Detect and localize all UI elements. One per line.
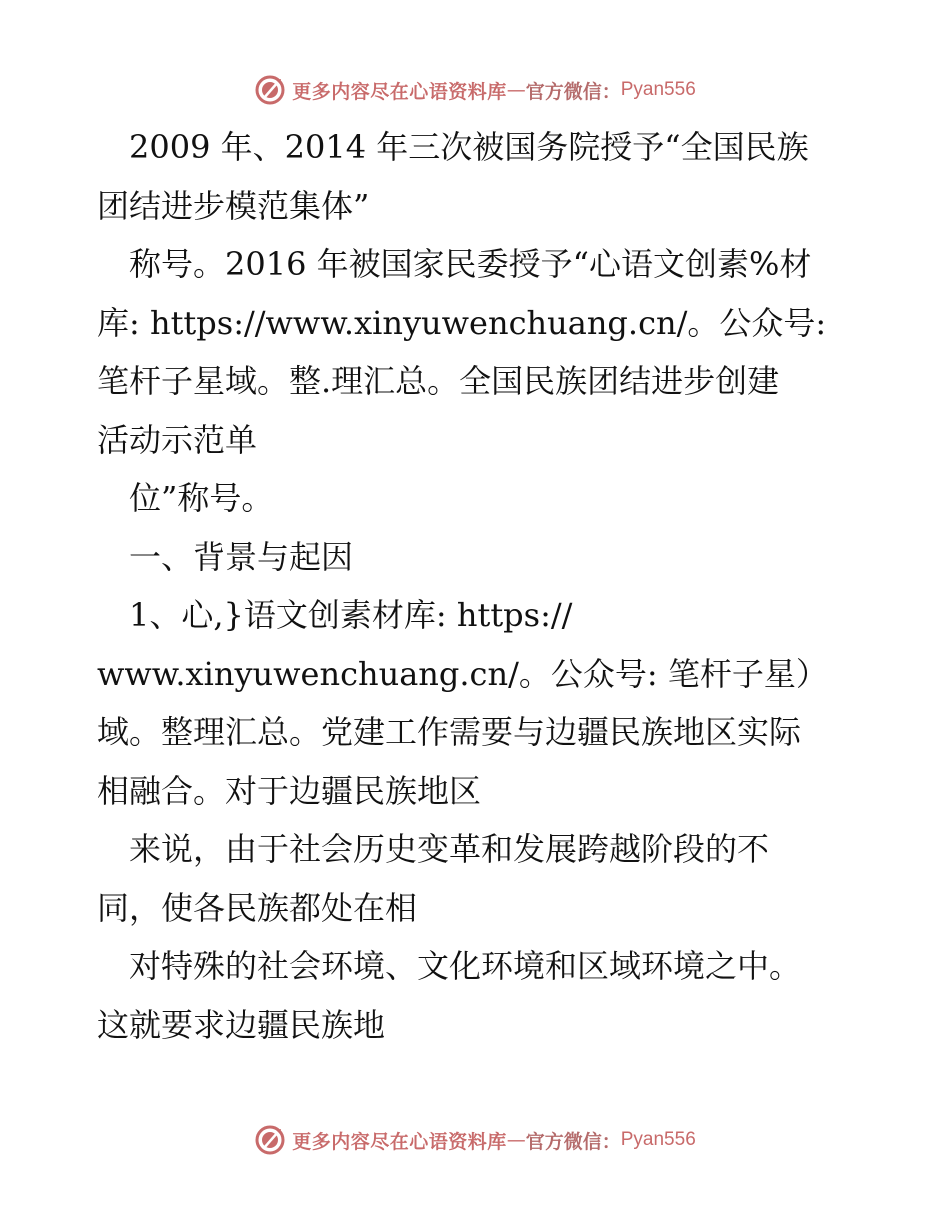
footer-separator: — — [506, 1129, 526, 1151]
header-separator: — — [506, 79, 526, 101]
section-heading: 一、背景与起因 — [97, 537, 354, 576]
document-body — [97, 118, 857, 1054]
footer-banner — [0, 1120, 950, 1160]
body-line: 库: https://www.xinyuwenchuang.cn/。公众号: — [97, 303, 827, 342]
header-wechat-label: 官方微信： — [525, 80, 621, 103]
footer-wechat-label: 官方微信： — [525, 1130, 621, 1153]
body-line: 2009 年、2014 年三次被国务院授予“全国民族 — [97, 128, 809, 166]
body-line: 这就要求边疆民族地 — [97, 1005, 386, 1044]
header-wechat-id: Pyan556 — [620, 79, 696, 100]
pen-badge-icon — [254, 74, 286, 106]
body-line: 位”称号。 — [97, 479, 274, 517]
body-line: 笔杆子星域。整.理汇总。全国民族团结进步创建 — [97, 362, 780, 400]
footer-brand-text: 更多内容尽在心语资料库 — [292, 1130, 507, 1153]
body-line: 对特殊的社会环境、文化环境和区域环境之中。 — [97, 947, 802, 985]
header-banner — [0, 70, 950, 110]
footer-wechat-id: Pyan556 — [620, 1129, 696, 1150]
pen-badge-icon — [254, 1124, 286, 1156]
body-line: 来说，由于社会历史变革和发展跨越阶段的不 — [97, 830, 770, 868]
header-brand-text: 更多内容尽在心语资料库 — [292, 80, 507, 103]
body-line: 域。整理汇总。党建工作需要与边疆民族地区实际 — [97, 713, 802, 751]
body-line: 同，使各民族都处在相 — [97, 888, 418, 927]
body-line: 1、心,}语文创素材库: https:// — [97, 596, 573, 634]
body-line: 团结进步模范集体” — [97, 186, 370, 225]
body-line: 活动示范单 — [97, 420, 258, 459]
body-line: 称号。2016 年被国家民委授予“心语文创素%材 — [97, 245, 812, 283]
body-line: www.xinyuwenchuang.cn/。公众号: 笔杆子星） — [97, 654, 828, 693]
body-line: 相融合。对于边疆民族地区 — [97, 771, 482, 810]
